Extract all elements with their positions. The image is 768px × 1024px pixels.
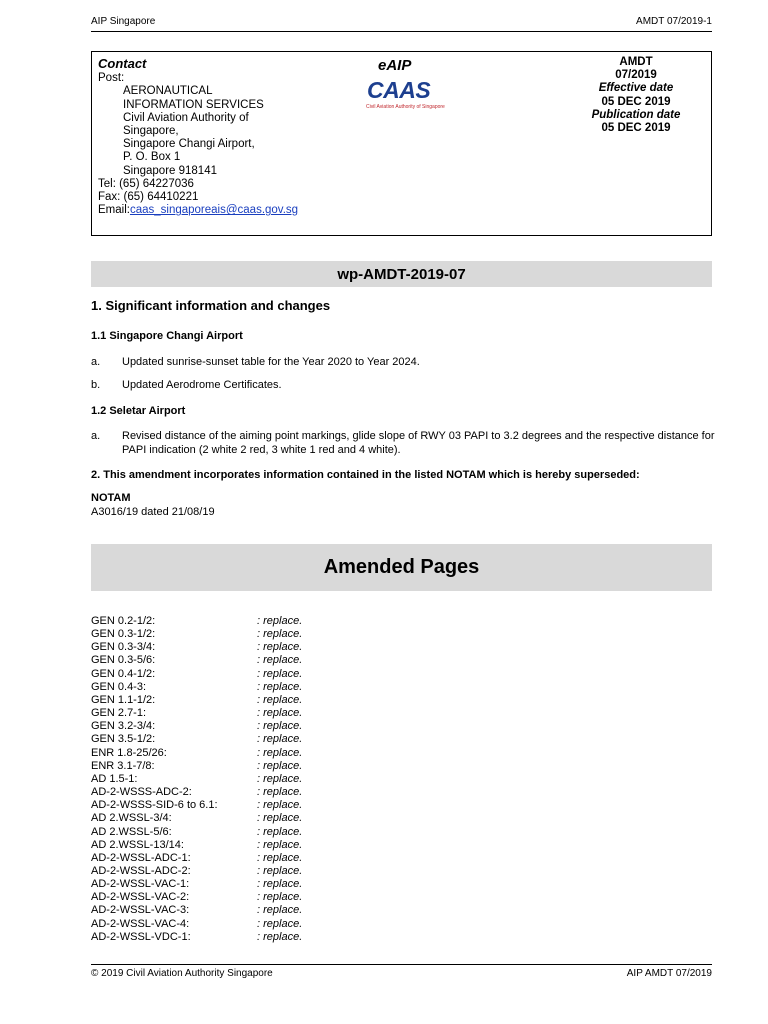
effective-label: Effective date — [598, 82, 674, 95]
amended-page-id: AD 2.WSSL-3/4: — [91, 812, 172, 825]
amended-page-id: AD 1.5-1: — [91, 772, 138, 785]
amended-page-row — [91, 681, 491, 694]
list-item-label: a. — [91, 430, 101, 442]
list-item-label: a. — [91, 356, 101, 368]
amended-page-row — [91, 812, 491, 825]
footer-left: © 2019 Civil Aviation Authority Singapore — [91, 968, 273, 979]
address-line: Civil Aviation Authority of — [123, 111, 249, 124]
amended-page-id: AD-2-WSSL-VAC-4: — [91, 917, 190, 930]
amended-pages-title: Amended Pages — [91, 544, 712, 591]
amended-page-action: : replace. — [257, 628, 303, 641]
amended-page-action: : replace. — [257, 878, 303, 891]
amended-page-id: ENR 3.1-7/8: — [91, 759, 155, 772]
subsection-heading: 1.2 Seletar Airport — [91, 405, 186, 417]
amended-page-action: : replace. — [257, 825, 303, 838]
amended-page-row — [91, 733, 491, 746]
amended-page-action: : replace. — [257, 615, 303, 627]
list-item-label: b. — [91, 379, 101, 391]
amended-page-id: AD-2-WSSL-VAC-3: — [91, 904, 190, 917]
amended-pages-list — [91, 615, 491, 944]
amended-page-id: GEN 0.4-3: — [91, 680, 147, 693]
caas-logo-text: CAAS — [367, 77, 431, 103]
amended-page-action: : replace. — [257, 772, 303, 785]
amended-page-row — [91, 839, 491, 852]
amended-page-action: : replace. — [257, 693, 303, 706]
amended-page-id: AD-2-WSSS-SID-6 to 6.1: — [91, 799, 218, 812]
amdt-number: 07/2019 — [615, 69, 657, 82]
tel: Tel: (65) 64227036 — [98, 177, 194, 190]
amended-page-id: GEN 0.3-3/4: — [91, 641, 156, 654]
publication-date: 05 DEC 2019 — [601, 122, 671, 135]
caas-logo — [364, 77, 445, 112]
amended-page-action: : replace. — [257, 707, 303, 720]
list-item — [91, 379, 716, 393]
address-line: AERONAUTICAL — [123, 85, 213, 98]
address-line: Singapore 918141 — [123, 164, 217, 177]
amended-page-action: : replace. — [257, 812, 303, 825]
section-heading: 2. This amendment incorporates information contained in the listed NOTAM which is hereby superseded: — [91, 469, 640, 481]
notam-label: NOTAM — [91, 492, 131, 504]
caas-logo-subtitle: Civil Aviation Authority of Singapore — [366, 104, 445, 110]
amended-page-row — [91, 628, 491, 641]
amended-page-row — [91, 720, 491, 733]
page-footer — [91, 964, 712, 979]
amended-page-id: GEN 0.2-1/2: — [91, 615, 156, 627]
amended-page-row — [91, 641, 491, 654]
amended-page-id: AD 2.WSSL-13/14: — [91, 838, 184, 851]
amended-page-action: : replace. — [257, 930, 303, 943]
amended-page-id: ENR 1.8-25/26: — [91, 746, 167, 759]
amended-page-id: GEN 3.5-1/2: — [91, 733, 156, 746]
amended-page-id: GEN 0.4-1/2: — [91, 667, 156, 680]
subsection-heading: 1.1 Singapore Changi Airport — [91, 330, 243, 342]
notam-text: A3016/19 dated 21/08/19 — [91, 506, 215, 518]
contact-box — [91, 51, 712, 236]
amended-page-row — [91, 747, 491, 760]
address-line: P. O. Box 1 — [123, 151, 181, 164]
address-line: INFORMATION SERVICES — [123, 98, 264, 111]
amended-page-row — [91, 760, 491, 773]
amended-page-row — [91, 694, 491, 707]
amdt-block — [581, 56, 691, 135]
amended-page-row — [91, 852, 491, 865]
amended-page-id: AD-2-WSSL-VAC-2: — [91, 891, 190, 904]
amended-page-action: : replace. — [257, 733, 303, 746]
amended-page-row — [91, 654, 491, 667]
list-item-text: Revised distance of the aiming point markings, glide slope of RWY 03 PAPI to 3.2 degrees and the respective distance for PAPI indication (2 white 2 red, 3 white 1 red and 4 white). — [122, 430, 715, 456]
amended-page-action: : replace. — [257, 786, 303, 799]
doc-title: wp-AMDT-2019-07 — [91, 261, 712, 287]
amended-page-id: GEN 0.3-1/2: — [91, 628, 156, 641]
amended-page-row — [91, 931, 491, 944]
amended-page-row — [91, 707, 491, 720]
amended-page-row — [91, 668, 491, 681]
amended-page-action: : replace. — [257, 864, 303, 877]
amended-page-id: AD 2.WSSL-5/6: — [91, 825, 172, 838]
email-label: Email: — [98, 204, 130, 217]
amended-page-id: AD-2-WSSL-VAC-1: — [91, 878, 190, 891]
amended-page-action: : replace. — [257, 851, 303, 864]
effective-date: 05 DEC 2019 — [601, 95, 671, 108]
amended-page-id: AD-2-WSSL-VDC-1: — [91, 930, 191, 943]
amended-page-action: : replace. — [257, 720, 303, 733]
amended-page-row — [91, 615, 491, 628]
amended-page-row — [91, 773, 491, 786]
amended-page-id: AD-2-WSSL-ADC-1: — [91, 851, 191, 864]
amended-page-row — [91, 786, 491, 799]
amended-page-action: : replace. — [257, 891, 303, 904]
amended-page-row — [91, 865, 491, 878]
amended-page-row — [91, 799, 491, 812]
amended-page-action: : replace. — [257, 746, 303, 759]
contact-title: Contact — [98, 56, 147, 71]
amdt-label: AMDT — [619, 56, 653, 68]
contact-block — [98, 57, 298, 217]
amended-page-id: GEN 3.2-3/4: — [91, 720, 156, 733]
list-item — [91, 356, 716, 370]
amended-page-id: GEN 2.7-1: — [91, 707, 147, 720]
section-heading: 1. Significant information and changes — [91, 298, 331, 313]
header-left: AIP Singapore — [91, 16, 156, 27]
amended-page-action: : replace. — [257, 641, 303, 654]
page-header — [91, 14, 712, 32]
amended-page-id: AD-2-WSSS-ADC-2: — [91, 786, 192, 799]
footer-right: AIP AMDT 07/2019 — [626, 968, 712, 979]
amended-page-row — [91, 891, 491, 904]
list-item-text: Updated sunrise-sunset table for the Year 2020 to Year 2024. — [122, 356, 420, 368]
amended-page-action: : replace. — [257, 838, 303, 851]
publication-label: Publication date — [591, 108, 681, 121]
amended-page-action: : replace. — [257, 904, 303, 917]
amended-page-action: : replace. — [257, 759, 303, 772]
amended-page-action: : replace. — [257, 654, 303, 667]
amended-page-id: GEN 0.3-5/6: — [91, 654, 156, 667]
fax: Fax: (65) 64410221 — [98, 191, 199, 204]
amended-page-action: : replace. — [257, 917, 303, 930]
header-right: AMDT 07/2019-1 — [636, 16, 712, 27]
address-line: Singapore, — [123, 125, 179, 138]
email-row — [98, 204, 298, 217]
list-item-text: Updated Aerodrome Certificates. — [122, 379, 282, 391]
amended-page-row — [91, 918, 491, 931]
list-item — [91, 430, 716, 457]
amended-page-id: GEN 1.1-1/2: — [91, 693, 156, 706]
post-label: Post: — [98, 72, 125, 85]
amended-page-action: : replace. — [257, 799, 303, 812]
amended-page-id: AD-2-WSSL-ADC-2: — [91, 864, 191, 877]
eaip-title: eAIP — [378, 57, 412, 74]
address-line: Singapore Changi Airport, — [123, 138, 255, 151]
amended-page-row — [91, 826, 491, 839]
amended-page-row — [91, 878, 491, 891]
amended-page-action: : replace. — [257, 667, 303, 680]
amended-page-row — [91, 904, 491, 917]
amended-page-action: : replace. — [257, 680, 303, 693]
email-link[interactable]: caas_singaporeais@caas.gov.sg — [129, 204, 299, 217]
